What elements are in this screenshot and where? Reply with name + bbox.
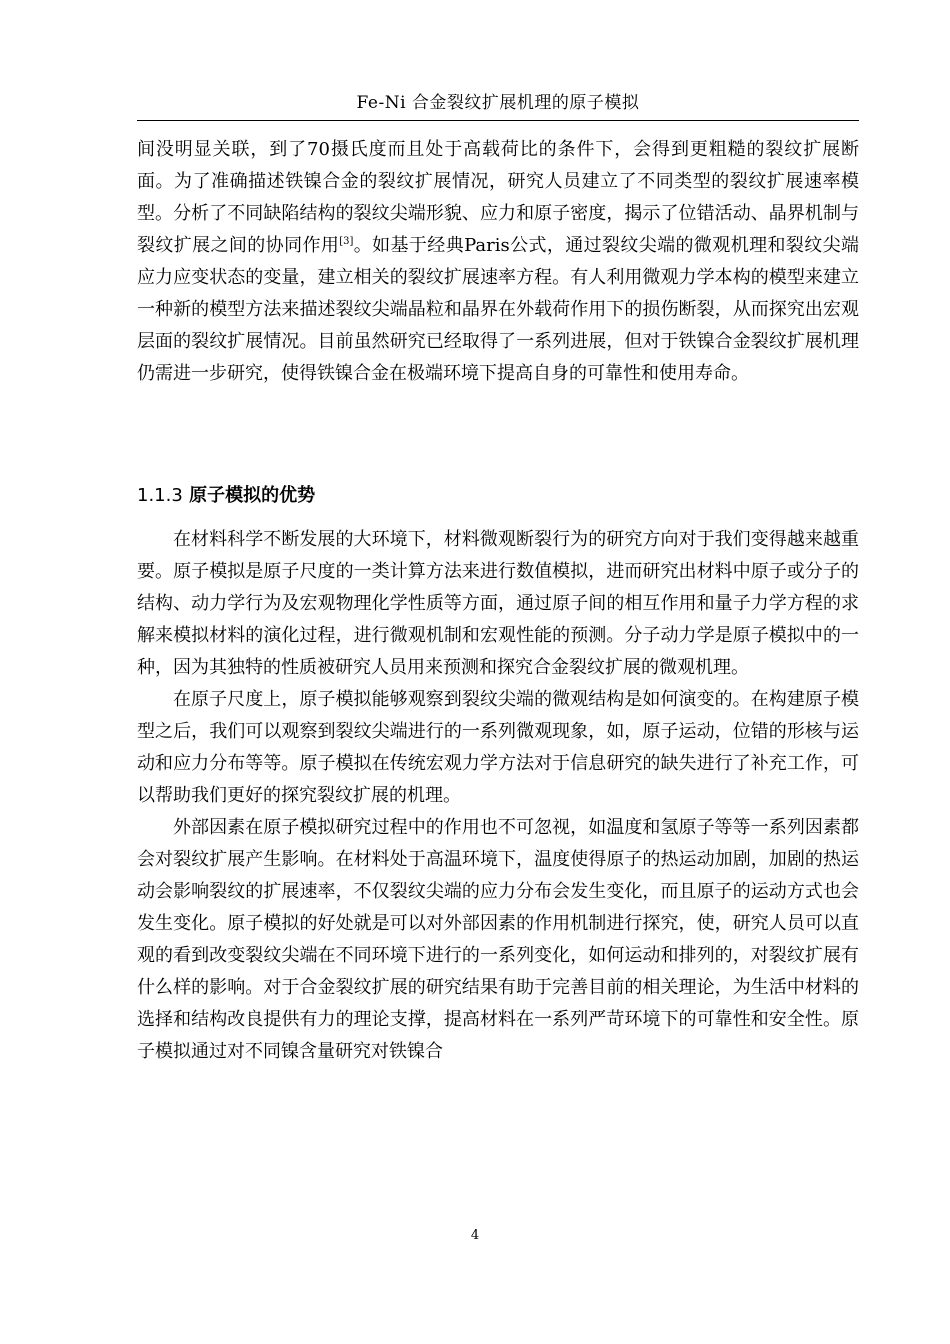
continuation-paragraph — [137, 134, 859, 390]
section-body — [137, 524, 859, 1068]
body-paragraph: 外部因素在原子模拟研究过程中的作用也不可忽视，如温度和氢原子等等一系列因素都会对裂纹扩展产生影响。在材料处于高温环境下，温度使得原子的热运动加剧，加剧的热运动会影响裂纹的扩展速率，不仅裂纹尖端的应力分布会发生变化，而且原子的运动方式也会发生变化。原子模拟的好处就是可以对外部因素的作用机制进行探究，使，研究人员可以直观的看到改变裂纹尖端在不同环境下进行的一系列变化，如何运动和排列的，对裂纹扩展有什么样的影响。对于合金裂纹扩展的研究结果有助于完善目前的相关理论，为生活中材料的选择和结构改良提供有力的理论支撑，提高材料在一系列严苛环境下的可靠性和安全性。原子模拟通过对不同镍含量研究对铁镍合 — [137, 817, 859, 1062]
citation-ref: [3] — [339, 236, 354, 247]
body-paragraph: 在原子尺度上，原子模拟能够观察到裂纹尖端的微观结构是如何演变的。在构建原子模型之后，我们可以观察到裂纹尖端进行的一系列微观现象，如，原子运动，位错的形核与运动和应力分布等等。原子模拟在传统宏观力学方法对于信息研究的缺失进行了补充工作，可以帮助我们更好的探究裂纹扩展的机理。 — [137, 689, 859, 806]
running-header: Fe-Ni 合金裂纹扩展机理的原子模拟 — [356, 93, 640, 113]
section-title: 原子模拟的优势 — [189, 485, 316, 506]
continuation-text: 间没明显关联，到了70摄氏度而且处于高载荷比的条件下，会得到更粗糙的裂纹扩展断面。为了准确描述铁镍合金的裂纹扩展情况，研究人员建立了不同类型的裂纹扩展速率模型。分析了不同缺陷结构的裂纹尖端形貌、应力和原子密度，揭示了位错活动、晶界机制与裂纹扩展之间的协同作用 — [137, 139, 859, 256]
page-number: 4 — [470, 1228, 480, 1243]
continuation-text-tail: 。如基于经典Paris公式，通过裂纹尖端的微观机理和裂纹尖端应力应变状态的变量，建立相关的裂纹扩展速率方程。有人利用微观力学本构的模型来建立一种新的模型方法来描述裂纹尖端晶粒和晶界在外载荷作用下的损伤断裂，从而探究出宏观层面的裂纹扩展情况。目前虽然研究已经取得了一系列进展，但对于铁镍合金裂纹扩展机理仍需进一步研究，使得铁镍合金在极端环境下提高自身的可靠性和使用寿命。 — [137, 235, 859, 384]
continuation-block — [137, 134, 859, 390]
header-rule — [137, 120, 859, 121]
section-number: 1.1.3 — [137, 485, 183, 506]
section-heading — [137, 482, 315, 510]
body-paragraph: 在材料科学不断发展的大环境下，材料微观断裂行为的研究方向对于我们变得越来越重要。原子模拟是原子尺度的一类计算方法来进行数值模拟，进而研究出材料中原子或分子的结构、动力学行为及宏观物理化学性质等方面，通过原子间的相互作用和量子力学方程的求解来模拟材料的演化过程，进行微观机制和宏观性能的预测。分子动力学是原子模拟中的一种，因为其独特的性质被研究人员用来预测和探究合金裂纹扩展的微观机理。 — [137, 529, 859, 678]
